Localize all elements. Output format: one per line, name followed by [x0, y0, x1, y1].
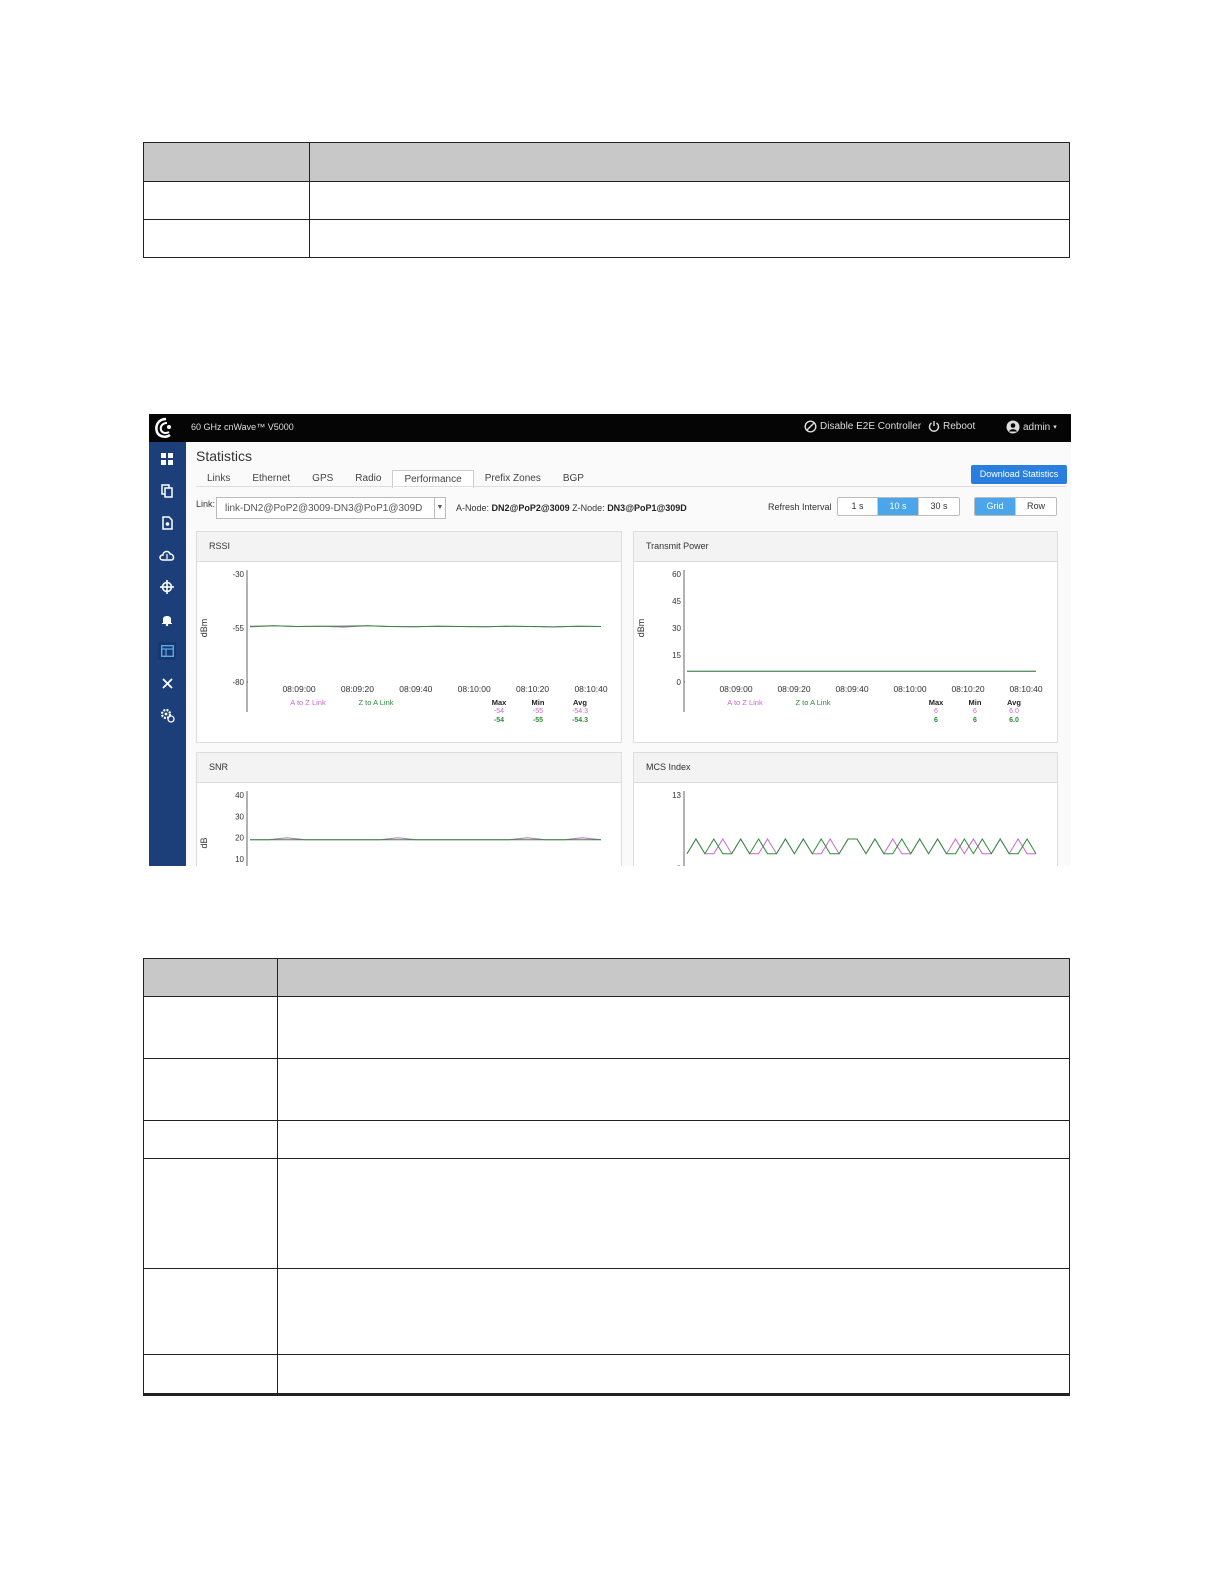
y-tick-label: 20	[235, 833, 244, 843]
table-cell	[278, 1121, 1070, 1159]
z-node-value: DN3@PoP1@309D	[607, 503, 687, 513]
transmit-power-panel	[633, 531, 1058, 743]
stats-header: Min	[531, 698, 545, 707]
legend-label: A to Z Link	[290, 698, 326, 707]
y-axis-label: dBm	[199, 618, 209, 638]
download-statistics-button[interactable]: Download Statistics	[971, 465, 1067, 484]
tab-bar	[196, 470, 595, 486]
x-tick-label: 08:09:40	[835, 684, 869, 694]
x-tick-label: 08:10:20	[951, 684, 985, 694]
y-axis-label: dB	[199, 837, 209, 849]
z-node-label: Z-Node:	[572, 503, 605, 513]
table-cell	[144, 182, 310, 220]
x-tick-label: 08:10:40	[574, 684, 608, 694]
rssi-chart	[197, 562, 621, 742]
stats-header: Max	[928, 698, 944, 707]
app-screenshot	[149, 414, 1071, 874]
table-cell	[144, 1059, 278, 1121]
x-tick-label: 08:09:00	[282, 684, 316, 694]
transmit-power-chart	[634, 562, 1057, 742]
mcs-index-panel-title: MCS Index	[634, 753, 1057, 783]
link-label: Link:	[196, 499, 216, 509]
x-tick-label: 08:10:00	[457, 684, 491, 694]
a-node-value: DN2@PoP2@3009	[491, 503, 570, 513]
dashboard-icon[interactable]	[158, 450, 176, 468]
y-tick-label: 45	[672, 597, 681, 606]
snr-chart	[197, 783, 621, 866]
x-tick-label: 08:10:20	[516, 684, 550, 694]
stats-value: 6	[973, 708, 977, 715]
refresh-30s-button[interactable]: 30 s	[918, 498, 959, 515]
table-cell	[144, 220, 310, 258]
x-tick-label: 08:10:40	[1009, 684, 1043, 694]
tab-bgp[interactable]: BGP	[562, 473, 584, 484]
snr-panel	[196, 752, 622, 866]
stats-value: 6	[934, 717, 938, 724]
x-tick-label: 08:09:00	[719, 684, 753, 694]
table-cell	[278, 997, 1070, 1059]
page-title: Statistics	[196, 448, 253, 464]
table-cell	[144, 1159, 278, 1269]
tab-prefix-zones[interactable]: Prefix Zones	[484, 473, 541, 484]
rssi-panel-title: RSSI	[197, 532, 621, 562]
cloud-icon[interactable]	[158, 546, 176, 564]
stats-header: Max	[491, 698, 507, 707]
y-tick-label: -30	[232, 570, 244, 579]
series-line-z-to-a	[687, 839, 1036, 854]
table-cell	[310, 182, 1070, 220]
grid-view-button[interactable]: Grid	[975, 498, 1015, 515]
top-bar	[149, 414, 1071, 442]
link-select[interactable]	[216, 497, 446, 519]
y-tick-label: 8	[676, 864, 681, 874]
legend-label: A to Z Link	[727, 698, 763, 707]
document-table-2	[143, 958, 1070, 1396]
stats-header: Avg	[1007, 698, 1021, 707]
stats-value: -54	[493, 717, 505, 724]
disable-e2e-label: Disable E2E Controller	[820, 421, 922, 432]
stats-value: -55	[532, 717, 544, 724]
table-header-cell	[310, 143, 1070, 182]
link-select-value: link-DN2@PoP2@3009-DN3@PoP1@309D	[225, 503, 423, 514]
series-line-z-to-a	[250, 626, 601, 627]
stats-value: 6	[973, 717, 977, 724]
a-node-label: A-Node:	[456, 503, 490, 513]
y-tick-label: 30	[672, 624, 681, 633]
node-info	[456, 503, 687, 513]
stats-header: Min	[968, 698, 982, 707]
x-tick-label: 08:09:40	[399, 684, 433, 694]
app-title: 60 GHz cnWave™ V5000	[191, 422, 294, 432]
snr-panel-title: SNR	[197, 753, 621, 783]
mcs-index-chart	[634, 783, 1057, 874]
x-tick-label: 08:10:00	[893, 684, 927, 694]
stats-value: -55	[532, 708, 544, 715]
caret-down-icon: ▾	[1053, 424, 1057, 431]
disable-icon	[804, 420, 817, 433]
reboot-label: Reboot	[943, 420, 976, 432]
user-label: admin	[1023, 421, 1051, 433]
mcs-index-panel	[633, 752, 1058, 874]
table-header-cell	[278, 959, 1070, 997]
table-cell	[278, 1269, 1070, 1355]
tab-radio[interactable]: Radio	[355, 473, 382, 484]
refresh-interval-label: Refresh Interval	[768, 502, 832, 512]
sidebar	[149, 442, 186, 866]
tab-gps[interactable]: GPS	[312, 473, 334, 484]
table-cell	[144, 997, 278, 1059]
document-table-1	[143, 142, 1070, 258]
reboot-button[interactable]	[928, 420, 975, 432]
stats-value: -54	[493, 708, 505, 715]
stats-header: Avg	[573, 698, 587, 707]
table-cell	[278, 1059, 1070, 1121]
y-tick-label: 10	[235, 855, 244, 864]
table-cell	[144, 1269, 278, 1355]
caret-down-icon: ▼	[434, 498, 445, 518]
refresh-1s-button[interactable]: 1 s	[838, 498, 877, 515]
x-tick-label: 08:09:20	[777, 684, 811, 694]
refresh-interval-group	[837, 497, 960, 516]
table-cell	[310, 220, 1070, 258]
main-content	[186, 442, 1071, 874]
x-tick-label: 08:09:20	[340, 684, 374, 694]
power-icon	[928, 420, 940, 432]
tab-ethernet[interactable]: Ethernet	[252, 473, 291, 484]
statistics-icon[interactable]	[158, 642, 176, 660]
y-tick-label: -80	[232, 678, 244, 687]
legend-label: Z to A Link	[358, 698, 394, 707]
settings-icon[interactable]	[158, 706, 176, 724]
y-axis-label: dBm	[636, 618, 646, 638]
stats-value: 6.0	[1009, 717, 1019, 724]
rssi-panel	[196, 531, 622, 743]
cambium-logo-icon	[152, 416, 180, 440]
transmit-power-panel-title: Transmit Power	[634, 532, 1057, 562]
view-mode-group	[974, 497, 1057, 516]
stats-value: 6	[934, 708, 938, 715]
table-cell	[144, 1355, 278, 1395]
legend-label: Z to A Link	[795, 698, 831, 707]
tab-divider	[196, 486, 1066, 487]
crosshair-icon[interactable]	[158, 578, 176, 596]
y-tick-label: 30	[235, 812, 244, 822]
user-menu[interactable]	[1006, 420, 1057, 434]
tab-links[interactable]: Links	[207, 473, 231, 484]
refresh-10s-button[interactable]: 10 s	[877, 498, 918, 515]
y-tick-label: 0	[676, 678, 681, 687]
table-cell	[144, 1121, 278, 1159]
row-view-button[interactable]: Row	[1015, 498, 1056, 515]
tab-performance[interactable]: Performance	[392, 470, 473, 488]
stats-value: -54.3	[572, 708, 588, 715]
y-tick-label: 13	[672, 791, 681, 800]
table-header-cell	[144, 959, 278, 997]
y-tick-label: 60	[672, 570, 681, 579]
table-cell	[278, 1159, 1070, 1269]
copy-icon[interactable]	[158, 482, 176, 500]
bell-icon[interactable]	[158, 610, 176, 628]
file-icon[interactable]	[158, 514, 176, 532]
disable-e2e-button[interactable]	[804, 420, 921, 433]
stats-value: -54.3	[572, 717, 588, 724]
y-tick-label: -55	[232, 624, 244, 633]
y-tick-label: 40	[235, 791, 244, 800]
y-tick-label: 15	[672, 651, 681, 660]
stats-value: 6.0	[1009, 708, 1019, 715]
table-cell	[278, 1355, 1070, 1395]
user-icon	[1006, 420, 1020, 434]
tools-icon[interactable]	[158, 674, 176, 692]
table-header-cell	[144, 143, 310, 182]
